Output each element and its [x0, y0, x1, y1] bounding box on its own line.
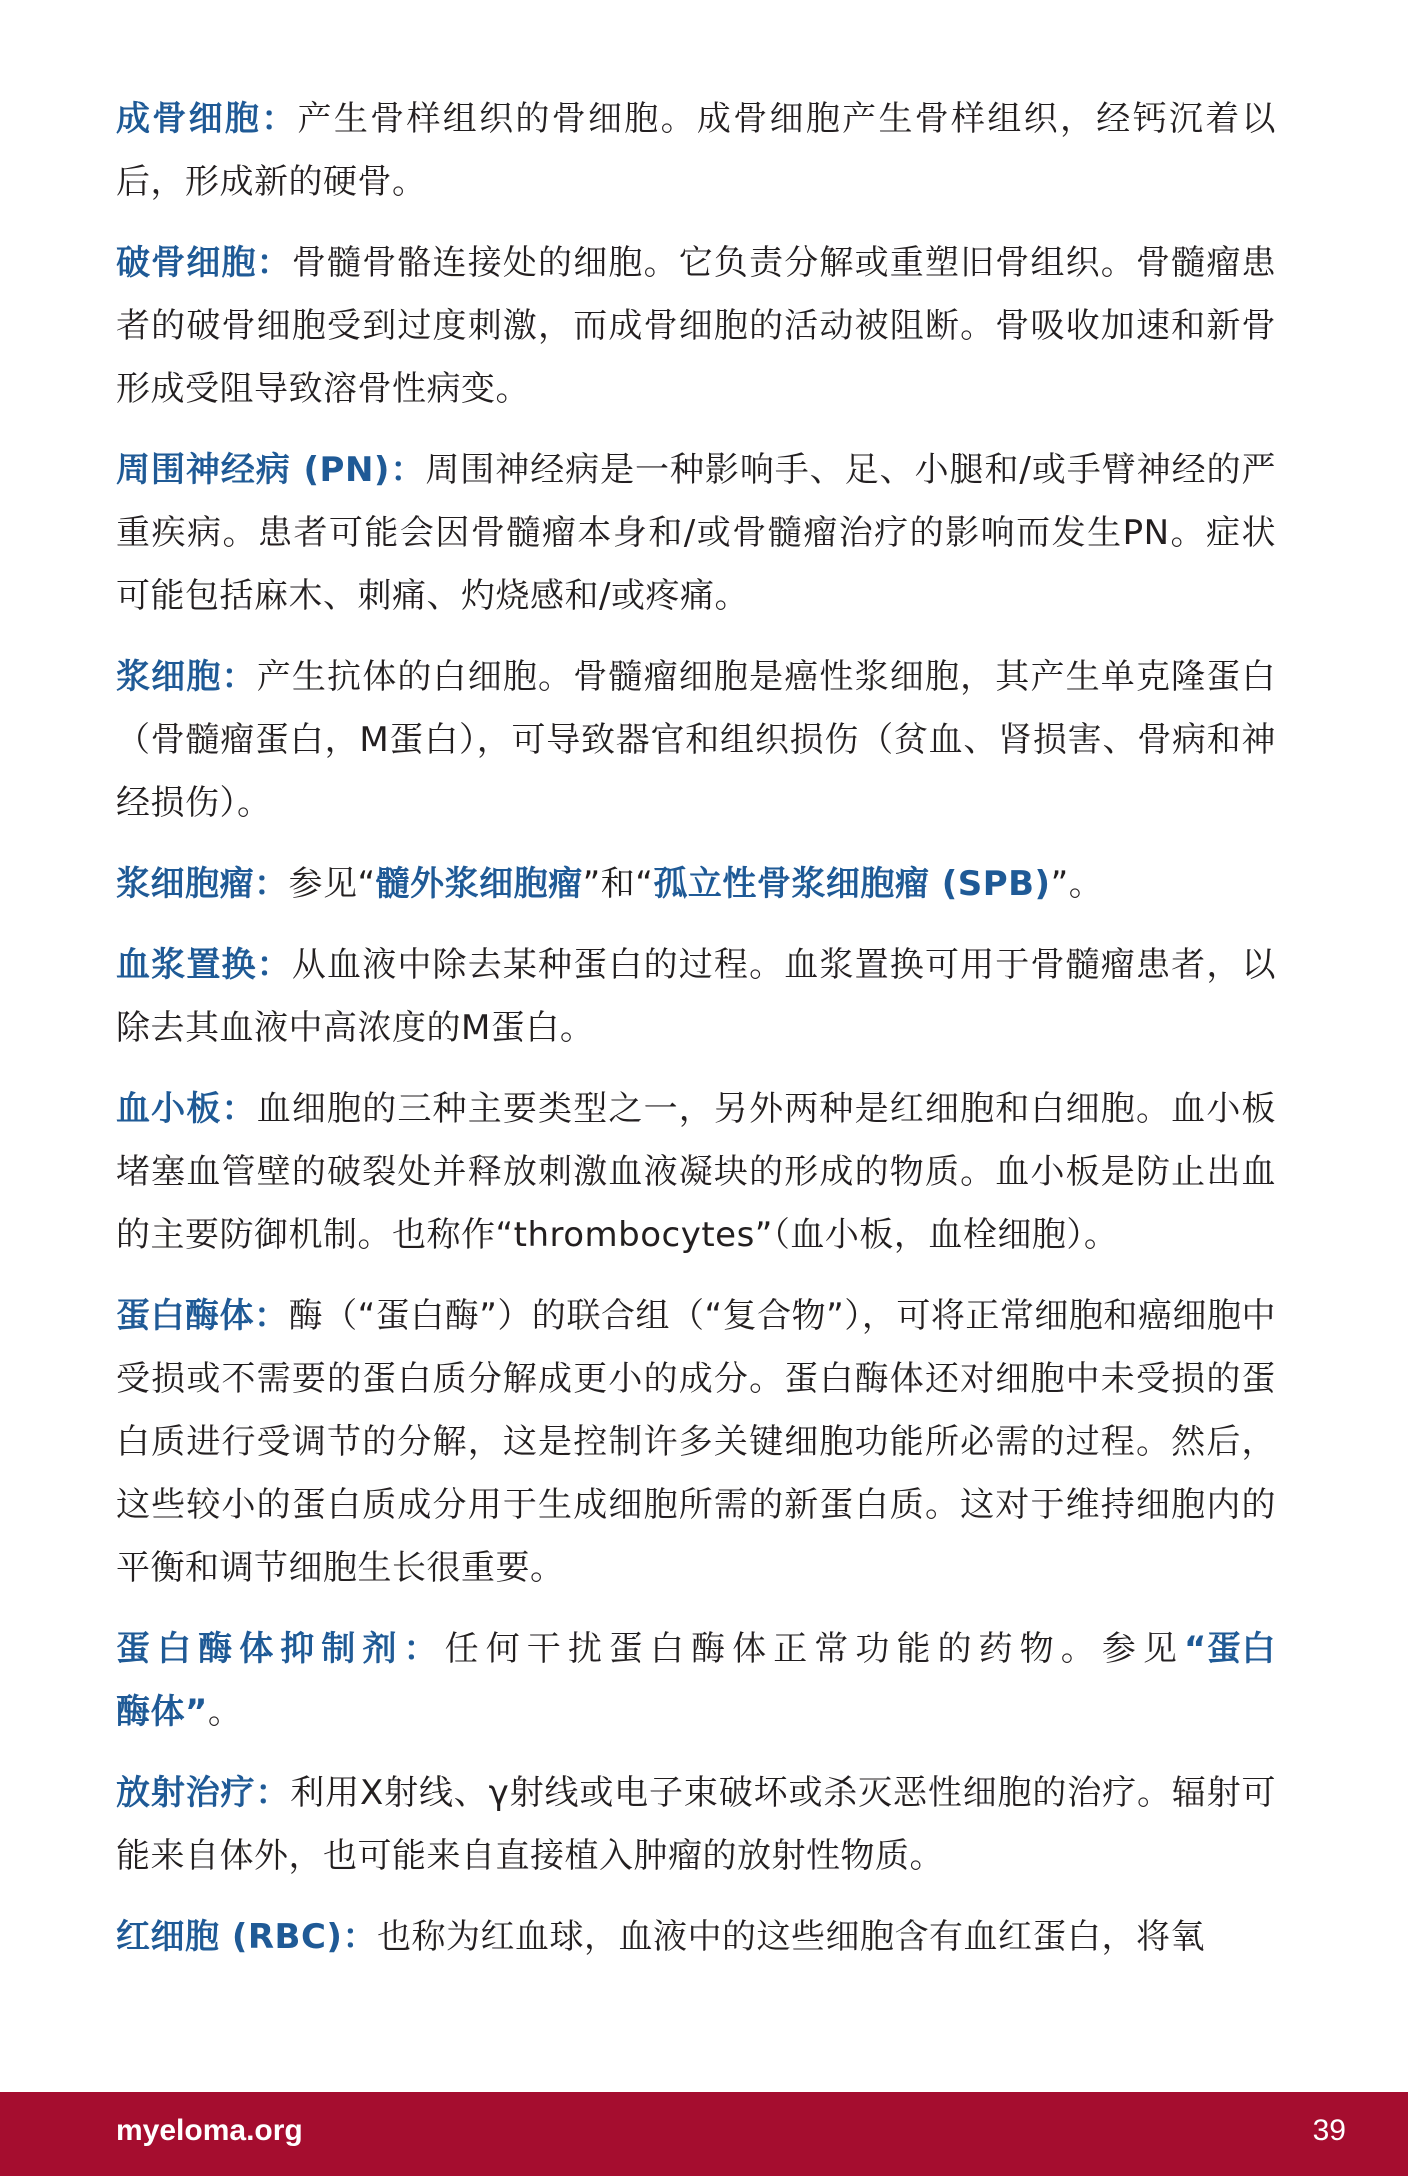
glossary-definition-post: 。	[207, 1692, 249, 1732]
glossary-term: 周围神经病 (PN)：	[116, 450, 426, 490]
glossary-definition: 酶（“蛋白酶”）的联合组（“复合物”），可将正常细胞和癌细胞中受损或不需要的蛋白质分解成更小的成分。蛋白酶体还对细胞中未受损的蛋白质进行受调节的分解，这是控制许多关键细胞功能所必需的过程。然后，这些较小的蛋白质成分用于生成细胞所需的新蛋白质。这对于维持细胞内的平衡和调节细胞生长很重要。	[116, 1296, 1276, 1588]
glossary-definition: 血细胞的三种主要类型之一，另外两种是红细胞和白细胞。血小板堵塞血管壁的破裂处并释放刺激血液凝块的形成的物质。血小板是防止出血的主要防御机制。也称作“thrombocytes”（血小板，血栓细胞）。	[116, 1089, 1276, 1255]
glossary-entry-radiation-therapy	[116, 1762, 1276, 1888]
cross-reference-link[interactable]: 髓外浆细胞瘤	[375, 864, 583, 904]
glossary-definition-pre: 参见“	[288, 864, 376, 904]
glossary-definition: 周围神经病是一种影响手、足、小腿和/或手臂神经的严重疾病。患者可能会因骨髓瘤本身和/或骨髓瘤治疗的影响而发生PN。症状可能包括麻木、刺痛、灼烧感和/或疼痛。	[116, 450, 1276, 616]
page-number: 39	[1312, 2114, 1346, 2147]
glossary-entry-peripheral-neuropathy	[116, 439, 1276, 628]
glossary-entry-plasma-cell	[116, 646, 1276, 835]
glossary-term: 血浆置换：	[116, 945, 292, 985]
glossary-definition: 骨髓骨骼连接处的细胞。它负责分解或重塑旧骨组织。骨髓瘤患者的破骨细胞受到过度刺激，而成骨细胞的活动被阻断。骨吸收加速和新骨形成受阻导致溶骨性病变。	[116, 243, 1276, 409]
glossary-entry-red-blood-cell	[116, 1906, 1276, 1969]
glossary-term: 浆细胞：	[116, 657, 257, 697]
glossary-definition: 利用X射线、γ射线或电子束破坏或杀灭恶性细胞的治疗。辐射可能来自体外，也可能来自直接植入肿瘤的放射性物质。	[116, 1773, 1277, 1876]
glossary-entry-plasmapheresis	[116, 934, 1276, 1060]
glossary-definition-post: ”。	[1050, 864, 1104, 904]
glossary-entry-osteoclast	[116, 232, 1276, 421]
glossary-entry-plasmacytoma	[116, 853, 1276, 916]
glossary-definition: 从血液中除去某种蛋白的过程。血浆置换可用于骨髓瘤患者，以除去其血液中高浓度的M蛋白。	[116, 945, 1276, 1048]
glossary-term: 血小板：	[116, 1089, 257, 1129]
glossary-term: 破骨细胞：	[116, 243, 292, 283]
glossary-entry-proteasome-inhibitor	[116, 1618, 1276, 1744]
cross-reference-link[interactable]: “蛋白酶体”	[116, 1629, 1276, 1732]
glossary-definition: 产生抗体的白细胞。骨髓瘤细胞是癌性浆细胞，其产生单克隆蛋白（骨髓瘤蛋白，M蛋白），可导致器官和组织损伤（贫血、肾损害、骨病和神经损伤）。	[116, 657, 1276, 823]
page-footer	[0, 2092, 1408, 2176]
glossary-definition: 产生骨样组织的骨细胞。成骨细胞产生骨样组织，经钙沉着以后，形成新的硬骨。	[116, 99, 1277, 202]
glossary-entry-platelet	[116, 1078, 1276, 1267]
glossary-definition-mid: ”和“	[582, 864, 654, 904]
glossary-entry-proteasome	[116, 1285, 1276, 1600]
glossary-term: 成骨细胞：	[116, 99, 298, 139]
website-link[interactable]: myeloma.org	[116, 2114, 303, 2147]
glossary-term: 蛋白酶体：	[116, 1296, 289, 1336]
glossary-content	[116, 88, 1276, 1987]
glossary-definition-pre: 任何干扰蛋白酶体正常功能的药物。参见	[444, 1629, 1184, 1669]
glossary-entry-osteoblast	[116, 88, 1276, 214]
glossary-term: 浆细胞瘤：	[116, 864, 289, 904]
glossary-term: 红细胞 (RBC)：	[116, 1917, 377, 1957]
glossary-definition: 也称为红血球，血液中的这些细胞含有血红蛋白，将氧	[376, 1917, 1205, 1957]
cross-reference-link[interactable]: 孤立性骨浆细胞瘤 (SPB)	[653, 864, 1051, 904]
glossary-term: 蛋白酶体抑制剂：	[116, 1629, 445, 1669]
glossary-term: 放射治疗：	[116, 1773, 291, 1813]
